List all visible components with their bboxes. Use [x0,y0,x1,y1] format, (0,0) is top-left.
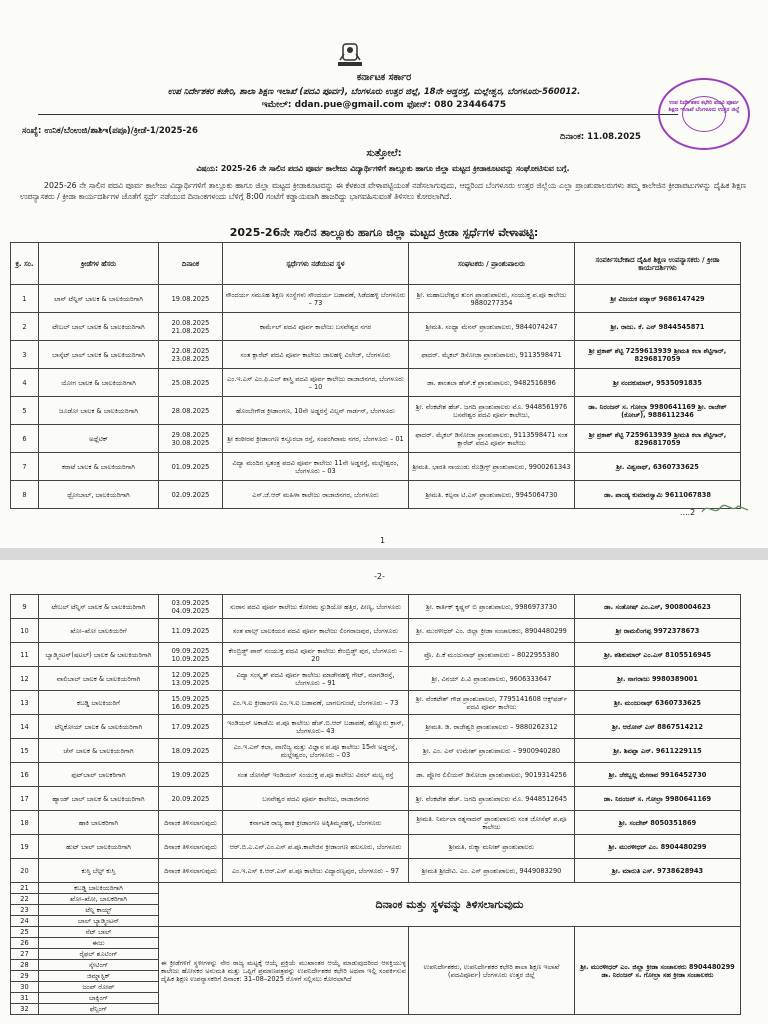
sport-name: ಥ್ರೋಬಾಲ್, ಬಾಲಕಿಯರಿಗಾಗಿ [39,481,159,509]
contact-person: ಡಾ. ಸಂತೋಷ್ ಎಂ.ಎಸ್, 9008004623 [575,595,741,619]
reference-number: ಸಂಖ್ಯೆ: ಉನಿಕ/ಬೆಂಉಜಿ/ಶಾಶಿಇ(ಪಪೂ)/ಕ್ರೀಡೆ-1/2025-26 [22,126,198,136]
table-row [11,691,741,715]
sport-name: ಬಾಸ್ಕೆಟ್ ಬಾಲ್ ಬಾಲಕ & ಬಾಲಕಿಯರಿಗಾಗಿ [39,341,159,369]
row-number: 9 [11,595,39,619]
office-seal: ಉಪ ನಿರ್ದೇಶಕರ ಕಛೇರಿ ಪದವಿ ಪೂರ್ವ ಶಿಕ್ಷಣ ಇಲಾಖೆ ಬೆಂಗಳೂರು ಉತ್ತರ ಜಿಲ್ಲೆ [658,78,750,150]
table-row [11,619,741,643]
table-row [11,341,741,369]
contact-person: ಶ್ರೀ. ರಾಜು. ಕೆ. ಎನ್ 9844545871 [575,313,741,341]
contact-person: ಶ್ರೀ ವಿಜಯಕ ಪಡ್ಕಾರ್ 9686147429 [575,285,741,313]
organizer: ಶ್ರೀಮತಿ. ಡಿ. ರಾಜೇಶ್ವರಿ ಪ್ರಾಂಶುಪಾಲರು – 9880262312 [409,715,575,739]
column-header: ಕ್ರೀಡೆಗಳ ಹೆಸರು [39,243,159,285]
contact-person: ಡಾ. ನಿರಂಜನ್ ಸ. ಗೋಲ್ರಾ 9980641169 [575,787,741,811]
contact-person: ಶ್ರೀ. ಶಶಿಕುಮಾರ್ ಎಂ.ಎಸ್ 8105516945 [575,643,741,667]
circular-body: 2025-26 ನೇ ಸಾಲಿನ ಪದವಿ ಪೂರ್ವ ಕಾಲೇಜು ವಿದ್ಯಾರ್ಥಿಗಳಿಗೆ ತಾಲ್ಲೂಕು ಹಾಗೂ ಜಿಲ್ಲಾ ಮಟ್ಟದ ಕ್ರೀಡಾಕೂಟವನ್ನು ಈ ಕೆಳಕಂಡ ವೇಳಾಪಟ್ಟಿಯಂತೆ ನಡೆಸಲಾಗುವುದು, ಆದ್ದರಿಂದ ಬೆಂಗಳೂರು ಉತ್ತರ ಜಿಲ್ಲೆಯ ಎಲ್ಲಾ ಪ್ರಾಂಶುಪಾಲರುಗಳು ತಮ್ಮ ಕಾಲೇಜಿನ ಕ್ರೀಡಾಪಟುಗಳನ್ನು ದೈಹಿಕ ಶಿಕ್ಷಣ ಉಪನ್ಯಾಸಕರು / ಕ್ರೀಡಾ ಕಾರ್ಯದರ್ಶಿಗಳ ಜೊತೆಗೆ ಸ್ಪರ್ಧೆ ನಡೆಯುವ ದಿನಾಂಕಗಳಂದು ಬೆಳಿಗ್ಗೆ 8:00 ಗಂಟೆಗೆ ಕಡ್ಡಾಯವಾಗಿ ಹಾಜರಿದ್ದು ಭಾಗವಹಿಸುವಂತೆ ತಿಳಿಸಲು ಕೋರಲಾಗಿದೆ. [20,181,746,201]
event-date: 01.09.2025 [159,453,223,481]
row-number: 28 [11,960,39,971]
organizer: ಡಾ. ಶಾಂತಲಾ ಹೆಚ್.ಕೆ ಪ್ರಾಂಶುಪಾಲರು, 9482516896 [409,369,575,397]
table-row [11,927,741,938]
column-header: ಸಂಪರ್ಕಿಸಬೇಕಾದ ದೈಹಿಕ ಶಿಕ್ಷಣ ಉಪನ್ಯಾಸಕರು / ಕ್ರೀಡಾ ಕಾರ್ಯದರ್ಶಿಗಳು [575,243,741,285]
table-row [11,643,741,667]
event-venue: ಬಸವೇಶ್ವರ ಪದವಿ ಪೂರ್ವ ಕಾಲೇಜು, ರಾಜಾಜಿನಗರ [223,787,409,811]
row-number: 16 [11,763,39,787]
sport-name: ಜಂಪ್ ರೋಪ್ [39,982,159,993]
state-emblem-icon [330,40,370,70]
circular-date: ದಿನಾಂಕ: 11.08.2025 [560,132,641,142]
office-address: ಉಪ ನಿರ್ದೇಶಕರ ಕಚೇರಿ, ಶಾಲಾ ಶಿಕ್ಷಣ ಇಲಾಖೆ (ಪದವಿ ಪೂರ್ವ), ಬೆಂಗಳೂರು ಉತ್ತರ ಜಿಲ್ಲೆ, 18ನೇ ಅಡ್ಡರಸ್ತೆ, ಮಲ್ಲೇಶ್ವರ, ಬೆಂಗಳೂರು-560012. [167,86,581,96]
row-number: 13 [11,691,39,715]
event-date: 25.08.2025 [159,369,223,397]
sport-name: ಬಾಲ್ ಬ್ಯಾಡ್ಮಿಂಟನ್ [39,916,159,927]
contact-person: ಶ್ರೀ. ನಾಗರಾಜು 9980389001 [575,667,741,691]
event-venue: ವಿದ್ಯಾ ಸಂಸ್ಕೃತ್ ಪದವಿ ಪೂರ್ವ ಕಾಲೇಜು ಮಾಡೇನಹಳ್ಳಿ ಗೇಟ್, ಮಾಗಡಿರಸ್ತೆ, ಬೆಂಗಳೂರು – 91 [223,667,409,691]
sport-name: ಫೆನ್ಸಿಂಗ್ [39,1004,159,1015]
event-venue: ಕರ್ನಾಟಕ ರಾಜ್ಯ ಹಾಕಿ ಕ್ರೀಡಾಂಗಣ ಅಕ್ಕಿತಿಮ್ಮನಹಳ್ಳಿ, ಬೆಂಗಳೂರು [223,811,409,835]
event-venue: ಸಂತ ಜೋಸೆಫ್ ಇಂಡಿಯನ್ ಸಂಯುಕ್ತ ಪ.ಪೂ ಕಾಲೇಜು ವಿಠಲ್ ಮಲ್ಯ ರಸ್ತೆ [223,763,409,787]
event-date: ದಿನಾಂಕ ತಿಳಿಸಲಾಗುವುದು [159,859,223,883]
table-row [11,481,741,509]
contact-person: ಶ್ರೀ ಪ್ರಕಾಶ್ ಶೆಟ್ಟಿ 7259613939 ಶ್ರೀಮತಿ ಕಲಾ ಶೆಟ್ಟಿಗಾರ್, 8296817059 [575,425,741,453]
table-row [11,883,741,894]
sport-name: ಖೋ–ಖೋ, ಬಾಲಕರಿಗಾಗಿ [39,894,159,905]
table-row [11,595,741,619]
sport-name: ಹಾಕಿ ಬಾಲಕರಿಗಾಗಿ [39,811,159,835]
table-row [11,763,741,787]
table-row [11,859,741,883]
row-number: 27 [11,949,39,960]
row-number: 30 [11,982,39,993]
sport-name: ಸ್ಕೇಟಿಂಗ್ [39,960,159,971]
sport-name: ಖೋ–ಖೋ ಬಾಲಕಿಯರಿಗೆ [39,619,159,643]
contact-person: ಡಾ. ನಿರಂಜನ್ ಸ. ಗೋಲ್ರಾ 9980641169 ಶ್ರೀ. ರಾಜೇಶ್ (ಕೋಚ್), 9886112346 [575,397,741,425]
table-header-row [11,243,741,285]
table-row [11,313,741,341]
sport-name: ವಾಲಿಬಾಲ್ ಬಾಲಕ & ಬಾಲಕಿಯರಿಗಾಗಿ [39,667,159,691]
event-venue: ಸಂತ ಕ್ಲಾರೆಟ್ ಪದವಿ ಪೂರ್ವ ಕಾಲೇಜು ಜಾಲಹಳ್ಳಿ ವಿಲೇಜ್, ಬೆಂಗಳೂರು [223,341,409,369]
contact-person: ಶ್ರೀ. ಸಂದೇಶ್ 8050351869 [575,811,741,835]
row-number: 15 [11,739,39,763]
table-row [11,667,741,691]
table-row [11,285,741,313]
row-number: 19 [11,835,39,859]
contact-person: ಶ್ರೀ. ಶಿವಪ್ಪಾ ಎನ್. 9611229115 [575,739,741,763]
signature [700,500,750,521]
sport-name: ಟೆನ್ನಿ ಕಾಯ್ಟ್ [39,905,159,916]
row-number: 1 [11,285,39,313]
sport-name: ಈಜು [39,938,159,949]
schedule-table-page-2 [10,594,741,1015]
row-number: 24 [11,916,39,927]
row-number: 7 [11,453,39,481]
event-venue: ಎಂ.ಇ.ಐ ಕ್ರೀಡಾಂಗಣ ಎಂ.ಇ.ಐ ಬಡಾವಣೆ, ಬಾಗಲಗುಂಟೆ, ಬೆಂಗಳೂರು – 73 [223,691,409,715]
table-row [11,369,741,397]
contact-person: ಶ್ರೀ ರಾಮಲಿಂಗಪ್ಪ 9972378673 [575,619,741,643]
organizer: ಶ್ರೀಮತಿ. ಭಾರತಿ ನಾಯುಡು ರೊಡ್ರಿಗ್ಸ್ ಪ್ರಾಂಶುಪಾಲರು, 9900261343 [409,453,575,481]
organizer: ಶ್ರೀಮತಿ. ರುಕ್ಮಾ ಮನೀಶ್ ಪ್ರಾಂಶುಪಾಲರು [409,835,575,859]
row-number: 4 [11,369,39,397]
row-number: 18 [11,811,39,835]
row-number: 6 [11,425,39,453]
row-number: 8 [11,481,39,509]
organizer: ಫಾದರ್. ಮೈಕಲ್ ಡಿಸೋಜಾ ಪ್ರಾಂಶುಪಾಲರು, 9113598471 [409,341,575,369]
event-date: 15.09.2025 16.09.2025 [159,691,223,715]
sport-name: ಕಬಡ್ಡಿ ಬಾಲಕಿಯರಿಗೆ [39,691,159,715]
sport-name: ನೆಟ್ ಬಾಲ್ [39,927,159,938]
sport-name: ಕರಾಟೆ ಬಾಲಕ & ಬಾಲಕಿಯರಿಗಾಗಿ [39,453,159,481]
schedule-table-title: 2025-26ನೇ ಸಾಲಿನ ತಾಲ್ಲೂಕು ಹಾಗೂ ಜಿಲ್ಲಾ ಮಟ್ಟದ ಕ್ರೀಡಾ ಸ್ಪರ್ಧೆಗಳ ವೇಳಾಪಟ್ಟಿ: [229,226,539,239]
sport-name: ಬ್ಯಾಡ್ಮಿಂಟನ್(ಷಟಲ್) ಬಾಲಕ & ಬಾಲಕಿಯರಿಗಾಗಿ [39,643,159,667]
event-venue: ವಿದ್ಯಾ ಮಂದಿರ ಸ್ವತಂತ್ರ ಪದವಿ ಪೂರ್ವ ಕಾಲೇಜು 11ನೇ ಅಡ್ಡರಸ್ತೆ, ಮಲ್ಲೇಶ್ವರಂ, ಬೆಂಗಳೂರು – 03 [223,453,409,481]
page-number: -2- [374,572,385,581]
organizer: ಶ್ರೀ. ವೆಂಕಟೇಶ್ ಗೌಡ ಪ್ರಾಂಶುಪಾಲರು, 7795141608 ಆಕ್ಸ್‌ಫರ್ಡ್ ಪದವಿ ಪೂರ್ವ ಕಾಲೇಜು [409,691,575,715]
row-number: 21 [11,883,39,894]
office-contact: ಇಮೇಲ್: ddan.pue@gmail.com ಫೋನ್: 080 23446475 [261,100,507,110]
contact-person: ಶ್ರೀ. ಮಂಜುನಾಥ್ 6360733625 [575,691,741,715]
sport-name: ಯೋಗ ಬಾಲಕ & ಬಾಲಕಿಯರಿಗಾಗಿ [39,369,159,397]
organizer: ಶ್ರೀ. ವಿನಯ್ ಪಿ.ವಿ ಪ್ರಾಂಶುಪಾಲರು, 9606333647 [409,667,575,691]
table-row [11,787,741,811]
sport-name: ಕುಸ್ತಿ ಬೆಲ್ಟ್ ಕುಸ್ತಿ [39,859,159,883]
table-row [11,811,741,835]
sport-name: ಲಾನ್ ಟೆನ್ನಿಸ್ ಬಾಲಕ & ಬಾಲಕಿಯರಿಗಾಗಿ [39,285,159,313]
event-date: 18.09.2025 [159,739,223,763]
organizer: ಶ್ರೀ. ವೆಂಕಟೇಶ ಹೆಚ್. ಜಗದಿ ಪ್ರಾಂಶುಪಾಲರು ಮೊ. 9448561976 ಬಸವೇಶ್ವರ ಪದವಿ ಪೂರ್ವ ಕಾಲೇಜು, [409,397,575,425]
row-number: 11 [11,643,39,667]
column-header: ಸಂಘಟಕರು / ಪ್ರಾಂಶುಪಾಲರು [409,243,575,285]
contact-person: ಡಾ. ಪಾಂಡ್ಯ ಕುಮಾರಸ್ವಾಮಿ 9611067838 [575,481,741,509]
event-date: 20.08.2025 21.08.2025 [159,313,223,341]
event-date: 02.09.2025 [159,481,223,509]
organizer: ಶ್ರೀಮತಿ. ನಿರ್ಮಲಾ ರತ್ನನಾದನ್ ಪ್ರಾಂಶುಪಾಲರು ಸಂತ ಜೋಸೆಫ್ ಪ.ಪೂ ಕಾಲೇಜು [409,811,575,835]
page-number: 1 [380,536,386,545]
contact-person: ಶ್ರೀ ನಂದಕುಮಾರ್, 9535091835 [575,369,741,397]
sport-name: ಅಥ್ಲೆಟಿಕ್ [39,425,159,453]
event-venue: ಶ್ರೀ ಕಂಠೀರವ ಕ್ರೀಡಾಂಗಣ ಕಸ್ತೂರಬಾ ರಸ್ತೆ, ಸಂಪಂಗಿರಾಮ ನಗರ, ಬೆಂಗಳೂರು – 01 [223,425,409,453]
column-header: ಕ್ರ. ಸಂ. [11,243,39,285]
contact-person: ಶ್ರೀ. ಮುರಳೀಧರ್ ಎಂ. ಜಿಲ್ಲಾ ಕ್ರೀಡಾ ಸಂಚಾಲಕರು 8904480299 ಡಾ. ನಿರಂಜನ್ ಸ. ಗೋಲ್ರಾ ಸಹ ಕ್ರೀಡಾ ಸಂಚಾಲಕರು [575,927,741,1015]
event-venue: ಸುರಾನ ಪದವಿ ಪೂರ್ವ ಕಾಲೇಜು ಕೋರಮ ಸ್ಟುಡಿಯೋ ಹತ್ತಿರ, ಪೀಣ್ಯ, ಬೆಂಗಳೂರು [223,595,409,619]
event-date: 19.08.2025 [159,285,223,313]
event-date: ದಿನಾಂಕ ತಿಳಿಸಲಾಗುವುದು [159,835,223,859]
sport-name: ಟೆನ್ನಿಕೋಯ್ ಬಾಲಕ & ಬಾಲಕಿಯರಿಗಾಗಿ [39,715,159,739]
row-number: 20 [11,859,39,883]
event-date: 12.09.2025 13.09.2025 [159,667,223,691]
date-venue-tba-banner: ದಿನಾಂಕ ಮತ್ತು ಸ್ಥಳವನ್ನು ತಿಳಿಸಲಾಗುವುದು [159,883,741,927]
organizer: ಶ್ರೀ. ಮುರಳೀಧರ್ ಎಂ. ಜಿಲ್ಲಾ ಕ್ರೀಡಾ ಸಂಚಾಲಕರು, 8904480299 [409,619,575,643]
contact-person: ಶ್ರೀ. ಮುರಳೀಧರ್ ಎಂ. 8904480299 [575,835,741,859]
sport-name: ರೈಫಲ್ ಶೂಟಿಂಗ್ [39,949,159,960]
row-number: 32 [11,1004,39,1015]
table-row [11,739,741,763]
event-date: 11.09.2025 [159,619,223,643]
event-date: 03.09.2025 04.09.2025 [159,595,223,619]
contact-person: ಶ್ರೀ ಪ್ರಕಾಶ್ ಶೆಟ್ಟಿ 7259613939 ಶ್ರೀಮತಿ ಕಲಾ ಶೆಟ್ಟಿಗಾರ್, 8296817059 [575,341,741,369]
sport-name: ಹುಟ್ ಬಾಲ್ ಬಾಲಕಿಯರಿಗಾಗಿ [39,835,159,859]
event-date: 28.08.2025 [159,397,223,425]
event-date: 17.09.2025 [159,715,223,739]
event-venue: ಎಂ.ಇ.ಎಸ್ ಕಲಾ, ವಾಣಿಜ್ಯ ಮತ್ತು ವಿಜ್ಞಾನ ಪ.ಪೂ ಕಾಲೇಜು 15ನೇ ಅಡ್ಡರಸ್ತೆ, ಮಲ್ಲೇಶ್ವರಂ, ಬೆಂಗಳೂರು – 03 [223,739,409,763]
row-number: 5 [11,397,39,425]
organizer: ಫಾದರ್. ಮೈಕಲ್ ಡಿಸೋಜಾ ಪ್ರಾಂಶುಪಾಲರು, 9113598471 ಸಂತ ಕ್ಲಾರೆಟ್ ಪದವಿ ಪೂರ್ವ ಕಾಲೇಜು [409,425,575,453]
event-venue: ಕಾರ್ಮೆಲ್ ಪದವಿ ಪೂರ್ವ ಕಾಲೇಜು ಬಸವೇಶ್ವರ ನಗರ [223,313,409,341]
contact-person: ಶ್ರೀ. ಮಾರುತಿ ಎಸ್. 9738628943 [575,859,741,883]
column-header: ದಿನಾಂಕ [159,243,223,285]
row-number: 23 [11,905,39,916]
continuation-mark: ....2 [680,508,696,517]
row-number: 10 [11,619,39,643]
header-rule [38,114,678,115]
sport-name: ಟೇಬಲ್ ಬಾಲ್ ಬಾಲಕ & ಬಾಲಕಿಯರಿಗಾಗಿ [39,313,159,341]
table-row [11,425,741,453]
sport-name: ಟೇಬಲ್ ಟೆನ್ನಿಸ್ ಬಾಲಕ & ಬಾಲಕಿಯರಿಗಾಗಿ [39,595,159,619]
row-number: 25 [11,927,39,938]
event-date: 20.09.2025 [159,787,223,811]
row-number: 3 [11,341,39,369]
registration-note: ಈ ಕ್ರೀಡೆಗಳಿಗೆ ಸ್ಥಳೀಗಳನ್ನು ನೇರ ರಾಜ್ಯ ಮಟ್ಟಕ್ಕೆ ಆಯ್ಕೆ ಪ್ರಕ್ರಿಯೆ ಮುಖಾಂತರ ಆಯ್ಕೆ ಮಾಡುವುದರಿಂದ ಆಸಕ್ತಿಯುಳ್ಳ ಕಾಲೇಜು ಹೋಸಕರ ಅನುಮತಿ ಮತ್ತು ಒಪ್ಪಿಗೆ ಪ್ರಮಾಣಪತ್ರವನ್ನು ಉಪನಿರ್ದೇಶಕರ ಕಛೇರಿ ಅಥವಾ ಇಲ್ಲಿ ಸಂಪರ್ಕಿಸುವ ದೈಹಿಕ ಶಿಕ್ಷಣ ಉಪನ್ಯಾಸಕರಿಗೆ ದಿನಾಂಕ: 31–08–2025 ರೊಳಗೆ ಸಲ್ಲಿಸಲು ಕೋರಲಾಗಿದೆ [159,927,409,1015]
contact-person: ಶ್ರೀ. ಆರೋನ್ ಎಸ್ 8867514212 [575,715,741,739]
row-number: 26 [11,938,39,949]
event-venue: ಇಂಡಿಯನ್ ಅಕಾಡೆಮಿ ಪ.ಪೂ ಕಾಲೇಜು ಹೆಚ್.ಬಿ.ಆರ್ ಬಡಾವಣೆ, ಹೆಣ್ಣೂರು ಕ್ರಾಸ್, ಬೆಂಗಳೂರು– 43 [223,715,409,739]
row-number: 22 [11,894,39,905]
organizer: ಶ್ರೀ. ಕಾರ್ತಿಕ್ ಕೃಷ್ಣನ್ ಬಿ ಪ್ರಾಂಶುಪಾಲರು, 9986973730 [409,595,575,619]
event-venue: ಸೌಂದರ್ಯ ಸಮೂಹ ಶಿಕ್ಷಣ ಸಂಸ್ಥೆಗಳು ಸೌಂದರ್ಯ ಬಡಾವಣೆ, ಸಿಡೆದಹಳ್ಳಿ ಬೆಂಗಳೂರು – 73 [223,285,409,313]
sport-name: ಜಿಮ್ನಾಸ್ಟಿಕ್ [39,971,159,982]
sport-name: ಹ್ಯಾಂಡ್ ಬಾಲ್ ಬಾಲಕ & ಬಾಲಕಿಯರಿಗಾಗಿ [39,787,159,811]
table-row [11,453,741,481]
event-date: ದಿನಾಂಕ ತಿಳಿಸಲಾಗುವುದು [159,811,223,835]
organizer: ಶ್ರೀಮತಿ ಶ್ರೀದೇವಿ. ಎಂ. ಎಸ್ ಪ್ರಾಂಶುಪಾಲರು, 9449083290 [409,859,575,883]
event-venue: ಎಂ.ಇ.ಎಸ್ ಕಿ.ಆರ್.ಎಸ್ ಪ.ಪೂ ಕಾಲೇಜು ವಿದ್ಯಾರಣ್ಯಪುರ, ಬೆಂಗಳೂರು – 97 [223,859,409,883]
row-number: 14 [11,715,39,739]
schedule-table-page-1 [10,242,741,509]
event-venue: ಎಸ್.ಜೆ.ಆರ್ ಮಹಿಳಾ ಕಾಲೇಜು ರಾಜಾಜಿನಗರ, ಬೆಂಗಳೂರು [223,481,409,509]
organizer: ಶ್ರೀಮತಿ. ಸಂಧ್ಯಾ ಮೆನನ್ ಪ್ರಾಂಶುಪಾಲರು, 9844074247 [409,313,575,341]
event-venue: ಹೊಂಬೇಗೌಡ ಕ್ರೀಡಾಂಗಣ, 10ನೇ ಅಡ್ಡರಸ್ತೆ ವಿಲ್ಸನ್ ಗಾರ್ಡನ್, ಬೆಂಗಳೂರು [223,397,409,425]
sport-name: ಜೂಡೋ ಬಾಲಕ & ಬಾಲಕಿಯರಿಗಾಗಿ [39,397,159,425]
event-venue: ಆರ್.ಬಿ.ಎ.ಎನ್.ಎಂ.ಎಸ್ ಪ.ಪೂ.ಕಾಲೇಜಿನ ಕ್ರೀಡಾಂಗಣ ಹಲಸೂರು, ಬೆಂಗಳೂರು [223,835,409,859]
organizer: ಶ್ರೀ. ಮಹಾಬಲೇಶ್ವರ ತುಂಗ ಪ್ರಾಂಶುಪಾಲರು, ಸಂಯುಕ್ತ ಪ.ಪೂ ಕಾಲೇಜು 9880277354 [409,285,575,313]
contact-person: ಶ್ರೀ. ಜೆಕಬ್ಬಲ್ಲ ಮೇನಾವ 9916452730 [575,763,741,787]
row-number: 29 [11,971,39,982]
event-venue: ಎಂ.ಇ.ಎಸ್ ಎಂ.ಫಿ.ಎಲ್ ಶಾಸ್ತ್ರಿ ಪದವಿ ಪೂರ್ವ ಕಾಲೇಜು ರಾಜಾಜಿನಗರ, ಬೆಂಗಳೂರು – 10 [223,369,409,397]
organizer: ಶ್ರೀ. ಎಂ. ಎನ್ ಉಮೇಶ್ ಪ್ರಾಂಶುಪಾಲರು – 9900940280 [409,739,575,763]
contact-person: ಶ್ರೀ. ವಿಶ್ವನಾಥ್, 6360733625 [575,453,741,481]
sport-name: ಫುಟ್‌ಬಾಲ್ ಬಾಲಕರಿಗಾಗಿ [39,763,159,787]
table-row [11,397,741,425]
event-date: 09.09.2025 10.09.2025 [159,643,223,667]
row-number: 31 [11,993,39,1004]
event-venue: ಕೇಂಬ್ರಿಡ್ಜ್ ಪಾರ್ ಸಂಯುಕ್ತ ಪದವಿ ಪೂರ್ವ ಕಾಲೇಜು ಕೇಂಬ್ರಿಡ್ಜ್ ಪುರ, ಬೆಂಗಳೂರು – 20 [223,643,409,667]
row-number: 17 [11,787,39,811]
government-title: ಕರ್ನಾಟಕ ಸರ್ಕಾರ [356,72,412,83]
table-row [11,835,741,859]
event-date: 29.08.2025 30.08.2025 [159,425,223,453]
column-header: ಸ್ಪರ್ಧೆಗಳು ನಡೆಯುವ ಸ್ಥಳ [223,243,409,285]
sport-name: ಬಾಕ್ಸಿಂಗ್ [39,993,159,1004]
sport-name: ಕಬಡ್ಡಿ ಬಾಲಕಿಯರಿಗಾಗಿ [39,883,159,894]
row-number: 12 [11,667,39,691]
circular-subject: ವಿಷಯ: 2025-26 ನೇ ಸಾಲಿನ ಪದವಿ ಪೂರ್ವ ಕಾಲೇಜು ವಿದ್ಯಾರ್ಥಿಗಳಿಗೆ ತಾಲ್ಲೂಕು ಹಾಗೂ ಜಿಲ್ಲಾ ಮಟ್ಟದ ಕ್ರೀಡಾಕೂಟವನ್ನು ಸಂಘೋಟಿಸುವ ಬಗ್ಗೆ. [196,164,570,173]
organizer: ಉಪನಿರ್ದೇಶಕರು, ಉಪನಿರ್ದೇಶಕರ ಕಛೇರಿ ಶಾಲಾ ಶಿಕ್ಷಣ ಇಲಾಖೆ (ಪದವಿಪೂರ್ವ) ಬೆಂಗಳೂರು ಉತ್ತರ ಜಿಲ್ಲೆ [409,927,575,1015]
organizer: ಶ್ರೀ. ವೆಂಕಟೇಶ ಹೆಚ್. ಜಗದಿ ಪ್ರಾಂಶುಪಾಲರು ಮೊ. 9448512645 [409,787,575,811]
event-date: 22.08.2025 23.08.2025 [159,341,223,369]
event-venue: ಸಂತ ಪಾಲ್ಸ್ ಬಾಲಕಿಯರ ಪದವಿ ಪೂರ್ವ ಕಾಲೇಜು ಲಿಂಗರಾಜಪುರ, ಬೆಂಗಳೂರು [223,619,409,643]
row-number: 2 [11,313,39,341]
organizer: ಪ್ರೊ. ಪಿ.ಕೆ ಮಂಜುನಾಥ್ ಪ್ರಾಂಶುಪಾಲರು – 8022955380 [409,643,575,667]
organizer: ಡಾ. ಪ್ಲೋರ ಲಿಲಿಯನ್ ಡಿಸೋಜಾ ಪ್ರಾಂಶುಪಾಲರು, 9019314256 [409,763,575,787]
document-page-2 [0,560,768,1024]
event-date: 19.09.2025 [159,763,223,787]
circular-title: ಸುತ್ತೋಲೆ: [366,148,402,159]
sport-name: ಚೆಸ್ ಬಾಲಕ & ಬಾಲಕಿಯರಿಗಾಗಿ [39,739,159,763]
organizer: ಶ್ರೀಮತಿ. ಕಲ್ಪನಾ ಟಿ.ಎಸ್ ಪ್ರಾಂಶುಪಾಲರು, 9945064730 [409,481,575,509]
table-row [11,715,741,739]
